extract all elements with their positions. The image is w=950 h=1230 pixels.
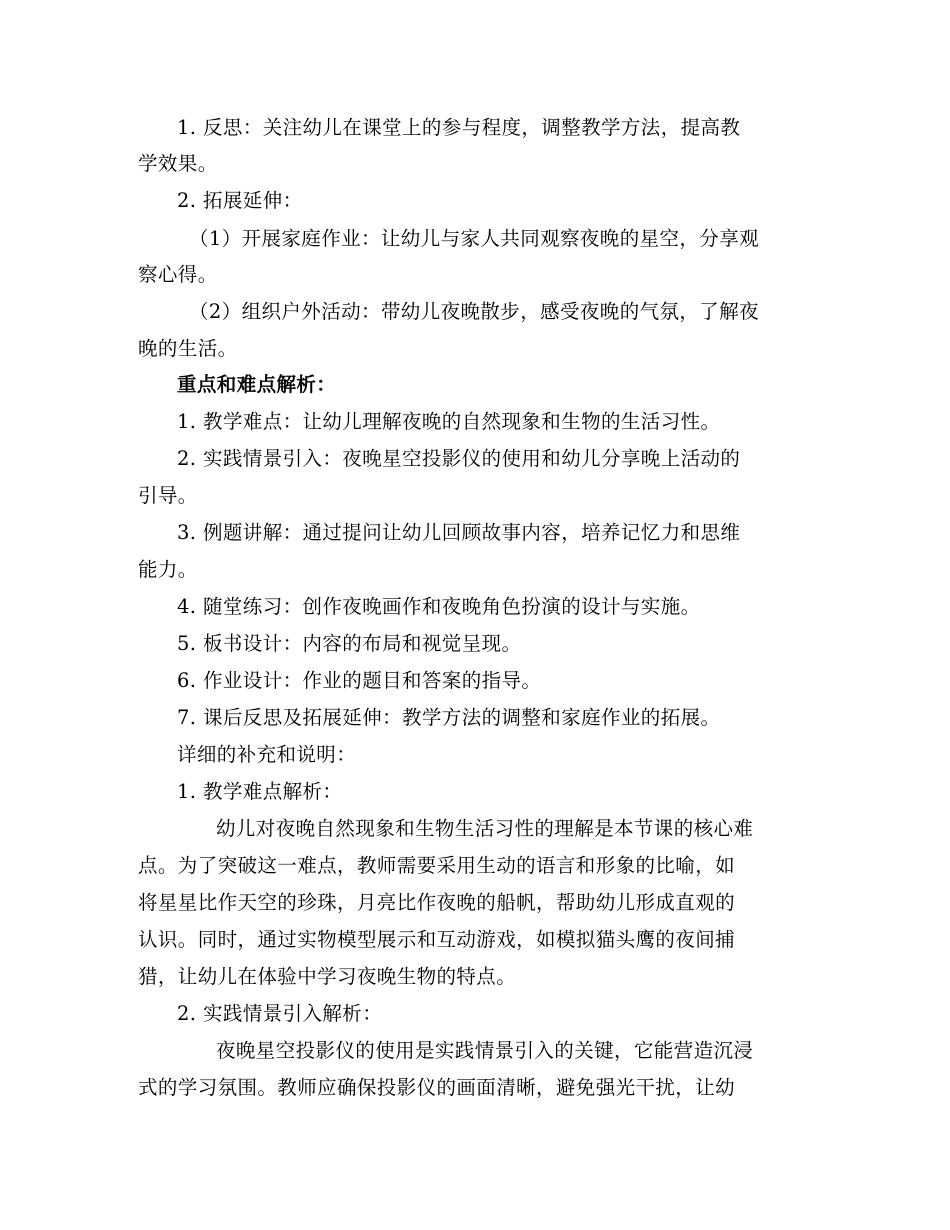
text-line: 1. 教学难点：让幼儿理解夜晚的自然现象和生物的生活习性。 bbox=[177, 410, 721, 433]
text-line: 1. 教学难点解析： bbox=[177, 780, 343, 803]
text-line: 3. 例题讲解：通过提问让幼儿回顾故事内容，培养记忆力和思维 bbox=[177, 521, 741, 544]
text-line: 晚的生活。 bbox=[138, 337, 238, 360]
text-line: 5. 板书设计：内容的布局和视觉呈现。 bbox=[177, 632, 522, 655]
text-line: 察心得。 bbox=[138, 263, 218, 286]
text-line: 引导。 bbox=[138, 484, 198, 507]
text-line: 认识。同时，通过实物模型展示和互动游戏，如模拟猫头鹰的夜间捕 bbox=[138, 928, 736, 951]
text-line: 点。为了突破这一难点，教师需要采用生动的语言和形象的比喻，如 bbox=[138, 854, 736, 877]
text-line: 详细的补充和说明： bbox=[177, 743, 357, 766]
text-line: （1）开展家庭作业：让幼儿与家人共同观察夜晚的星空，分享观 bbox=[189, 227, 760, 250]
text-line: 2. 实践情景引入：夜晚星空投影仪的使用和幼儿分享晚上活动的 bbox=[177, 447, 741, 470]
text-line: 夜晚星空投影仪的使用是实践情景引入的关键，它能营造沉浸 bbox=[216, 1039, 754, 1062]
text-line: 能力。 bbox=[138, 558, 198, 581]
section-heading: 重点和难点解析： bbox=[177, 373, 337, 396]
text-line: 2. 实践情景引入解析： bbox=[177, 1002, 383, 1025]
text-line: 幼儿对夜晚自然现象和生物生活习性的理解是本节课的核心难 bbox=[216, 817, 754, 840]
text-line: 猎，让幼儿在体验中学习夜晚生物的特点。 bbox=[138, 965, 517, 988]
text-line: （2）组织户外活动：带幼儿夜晚散步，感受夜晚的气氛，了解夜 bbox=[189, 300, 760, 323]
text-line: 2. 拓展延伸： bbox=[177, 189, 303, 212]
text-line: 将星星比作天空的珍珠，月亮比作夜晚的船帆，帮助幼儿形成直观的 bbox=[138, 891, 736, 914]
text-line: 式的学习氛围。教师应确保投影仪的画面清晰，避免强光干扰，让幼 bbox=[138, 1076, 736, 1099]
text-line: 学效果。 bbox=[138, 152, 218, 175]
text-line: 1. 反思：关注幼儿在课堂上的参与程度，调整教学方法，提高教 bbox=[177, 116, 741, 139]
text-line: 4. 随堂练习：创作夜晚画作和夜晚角色扮演的设计与实施。 bbox=[177, 595, 701, 618]
text-line: 7. 课后反思及拓展延伸：教学方法的调整和家庭作业的拓展。 bbox=[177, 706, 721, 729]
text-line: 6. 作业设计：作业的题目和答案的指导。 bbox=[177, 669, 542, 692]
